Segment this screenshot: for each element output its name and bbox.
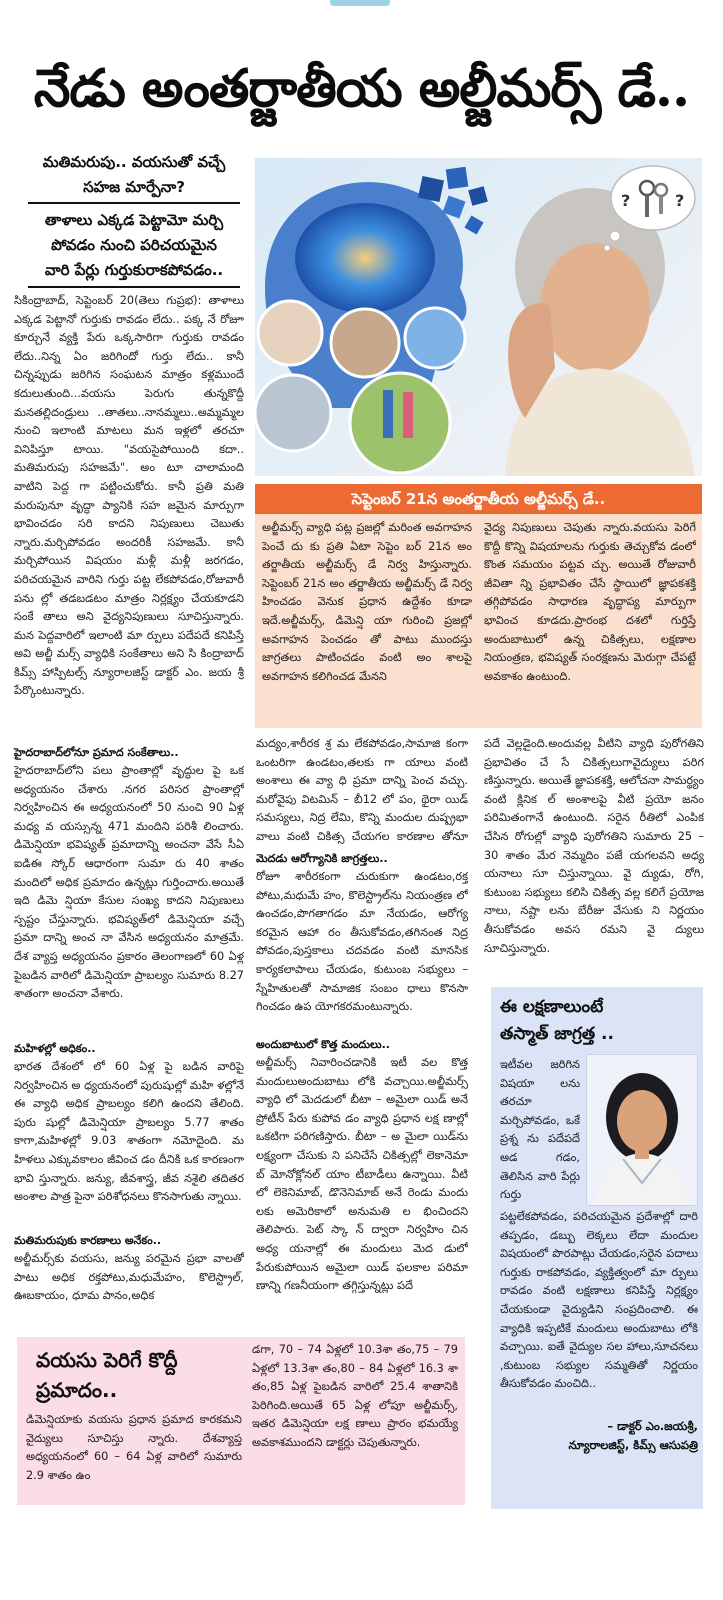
subhead-line: సహజ మార్పేనా? (83, 178, 185, 196)
section-text-brain: రోజూ శారీరకంగా చురుకుగా ఉండటం,రక్త పోటు,మధుమే హం, కొలెస్ట్రాల్‌ను నియంత్రణ లో ఉంచడం,పొగతాగడం మా నేయడం, ఆరోగ్య కరమైన ఆహా రం తీసుకోవడం,తగినంత నిద్ర పోవడం,పుస్తకాలు చదవడం వంటి మానసిక కార్యకలాపాలు చేయడం, కుటుంబ సభ్యులు – స్నేహితులతో సామాజిక సంబం ధాలు కొనసా గించడం ఉప యోగకరమంటున్నారు. (256, 870, 468, 1014)
section-head-women: మహిళల్లో అధికం.. (14, 1042, 96, 1055)
age-risk-heading-line: ప్రమాదం.. (36, 1378, 118, 1402)
top-accent-bar (330, 0, 390, 6)
subhead-line: పోవడం నుంచి పరిచయమైన (51, 236, 217, 254)
doctor-signature (500, 1417, 698, 1455)
symptoms-heading-line: తస్మాత్ జాగ్రత్త .. (500, 1024, 614, 1044)
left-column-intro: సికింద్రాబాద్, సెప్టెంబర్ 20(తెలు గుప్రభ): తాళాలు ఎక్కడ పెట్టానో గుర్తుకు రావడం లేదు.. పక్క నే రోజూ కూర్చునే వ్యక్తి పేరు ఒక్కసారిగా గుర్తుకు రావడం లేదు..నిన్న ఏం జరిగిందో గుర్తు లేదు.. కానీ చిన్నప్పుడు జరిగిన సంఘటన మాత్రం కళ్లముందే కదులుతుంది...వయసు పెరుగు తున్నకొద్దీ మనతల్లిదండ్రులు ..తాతలు..నానమ్మలు..అమ్మమ్మల నుంచి ఇలాంటి మాటలు మన ఇళ్లలో తరచూ వినిపిస్తూ టాయి. "వయసైపోయింది కదా.. మతిమరుపు సహజమే". అం టూ చాలామంది వాటిని పెద్ద గా పట్టించుకోరు. కానీ ప్రతి మతి మరుపునూ వృద్ధా ప్యానికి సహ జమైన మార్పుగా భావించడం సరి కాదని నిపుణులు చెబుతు న్నారు.మర్చిపోవడం అందరికీ సహజమే. కానీ మర్చిపోయిన విషయం మళ్లీ మళ్లీ జరగడం, పరిచయమైన వారిని గుర్తు పట్ట లేకపోవడం,రోజువారీ పను ల్లో తడబడటం మాత్రం నిర్లక్ష్యం చేయకూడని సంకే తాలు అని వైద్యనిపుణులు సూచిస్తున్నారు. మన పెద్దవారిలో ఇలాంటి మా ర్పులు పదేపదే కనిపిస్తే అవి అల్జీ మర్స్ వ్యాధికి సంకేతాలు అని సి కింద్రాబాద్ కిమ్స్ హాస్పిటల్స్ న్యూరాలజిస్ట్ డాక్టర్ ఎం. జయ శ్రీ పేర్కొంటున్నారు. (14, 294, 244, 698)
doctor-portrait-svg (587, 1055, 697, 1205)
symptoms-heading (500, 994, 700, 1048)
section-text-hyderabad: హైదరాబాద్‌లోని పలు ప్రాంతాల్లో వృద్ధుల పై ఒక అధ్యయనం చేశారు .నగర పరిసర ప్రాంతాల్లో నిర్వహించిన ఈ అధ్యయనంలో 50 నుంచి 90 ఏళ్ల మధ్య వ యస్సున్న 471 మందిని పరిశీ లించారు. డిమెన్షియా భవిష్యత్ ప్రమాదాన్ని అంచనా వేసే సీఏ ఐడిఈ స్కోర్ ఆధారంగా సుమా రు 40 శాతం మందిలో అధిక ప్రమాదం ఉన్నట్లు గుర్తించారు.అయితే ఇది డిమె న్షియా కేసుల సంఖ్య కాదని నిపుణులు స్పష్టం చేస్తున్నారు. భవిష్యత్‌లో డిమెన్షియా వచ్చే ప్రమా దాన్ని అంచ నా వేసిన అధ్యయనం మాత్రమే. దేశ వ్యాప్త అధ్యయనం ప్రకారం తెలంగాణలో 60 ఏళ్ల పైబడిన వారిలో డిమెన్షియా ప్రాబల్యం సుమారు 8.27 శాతంగా అంచనా వేశారు. (14, 764, 244, 1001)
symptoms-text-narrow: ఇటీవల జరిగిన విషయా లను తరచూ మర్చిపోవడం, ఒకే ప్రశ్న ను పదేపదే అడ గడం, తెలిసిన వారి పేర్లు గుర్తు (500, 1058, 580, 1202)
subhead-line: తాళాలు ఎక్కడ పెట్టామో మర్చి (44, 211, 224, 229)
left-subhead-1 (28, 150, 240, 200)
age-risk-column-1: డిమెన్షియాకు వయసు ప్రధాన ప్రమాద కారకమని వైద్యులు సూచిస్తు న్నారు. దేశవ్యాప్త అధ్యయనంలో 60 – 64 ఏళ్ల వారిలో సుమారు 2.9 శాతం ఉం (26, 1413, 242, 1482)
middle-column-causes: మద్యం,శారీరక శ్ర మ లేకపోవడం,సామాజి కంగా ఒంటరిగా ఉండటం,తలకు గా యాలు వంటి అంశాలు ఈ వ్యా ధి ప్రమా దాన్ని పెంచ వచ్చు. మరోవైపు విటమిన్ – బీ12 లో పం, థైరా యిడ్ సమస్యలు, నిద్ర లేమి, కొన్ని మందుల దుష్ప్రభా వాలు వంటి చికిత్స చేయగల కారణాల తోనూ (256, 737, 468, 843)
brain-puzzle-illustration (255, 158, 702, 476)
signature-line: – డాక్టర్ ఎం.జయశ్రీ, (607, 1419, 698, 1433)
right-column-treatment: పదే వెల్లడైంది.అందువల్ల వీటిని వ్యాధి పురోగతిని ప్రభావితం చే సే చికిత్సలుగావైద్యులు పరిగ ణిస్తున్నారు. అయితే జ్ఞాపకశక్తి, ఆలోచనా సామర్థ్యం వంటి క్లినిక ల్ అంశాలపై వీటి ప్రయో జనం పరిమితంగానే ఉంటుంది. సరైన రీతిలో ఎంపిక చేసిన రోగుల్లో వ్యాధి పురోగతిని సుమారు 25 – 30 శాతం మేర నెమ్మదిం పజే యగలవని అధ్య యనాలు సూ చిస్తున్నాయి. వై ద్యుడు, రోగి, కుటుంబ సభ్యులు కలిసి చికిత్స వల్ల కలిగే ప్రయోజ నాలు, నష్టా లను బేరీజు వేసుకు ని నిర్ణయం తీసుకోవడం అవస రమని వై ద్యులు సూచిస్తున్నారు. (484, 737, 704, 955)
section-text-medicine: అల్జీమర్స్ నివారించడానికి ఇటీ వల కొత్త మందులుఅందుబాటు లోకి వచ్చాయి.అల్జీమర్స్ వ్యాధి లో మెదడులో బీటా – అమైలా యిడ్ అనే ప్రోటీన్ పేరు కుపోవ డం వ్యాధి ప్రధాన లక్ష ణాల్లో ఒకటిగా పరిగణిస్తారు. బీటా – అ మైలా యిడ్‌ను లక్ష్యంగా చేసుకు ని పనిచేసే చికిత్సల్లో లెకానెమా బ్ మోనోక్లోనల్ యాం టీబాడీలు ఉన్నాయి. వీటి లో లెకెనిమాబ్, డొనెనిమాబ్ అనే రెండు మందు లకు అమెరికాలో అనుమతి ల భించిందని తెలిపారు. పెట్ స్కా న్ ద్వారా నిర్వహిం చిన అధ్య యనాల్లో ఈ మందులు మెద డులో పేరుకుపోయిన అమైలా యిడ్ ఫలకాల పరిమా ణాన్ని గణనీయంగా తగ్గిస్తున్నట్లు పదే (256, 1056, 468, 1293)
doctor-portrait (586, 1054, 698, 1206)
left-subhead-2 (28, 208, 240, 283)
subhead-line: మతిమరుపు.. వయసుతో వచ్చే (42, 153, 226, 171)
age-risk-column-2: డగా, 70 – 74 ఏళ్లలో 10.3శా తం,75 – 79 ఏళ్లలో 13.3శా తం,80 – 84 ఏళ్లలో 16.3 శా తం,85 ఏళ్ల పైబడిన వారిలో 25.4 శాతానికి పెరిగింది.అయితే 65 ఏళ్ల లోపూ అల్జీమర్స్, ఇతర డిమెన్షియా లక్ష ణాలు ప్రారం భమయ్యే అవకాశముందని డాక్టర్లు చెపుతున్నారు. (252, 1343, 458, 1449)
svg-text:?: ? (675, 191, 685, 210)
illustration-svg (255, 158, 702, 476)
section-head-hyderabad: హైదరాబాద్‌లోనూ ప్రమాద సంకేతాలు.. (14, 746, 179, 759)
svg-text:?: ? (621, 191, 631, 210)
section-text-causes: అల్జీమర్స్‌కు వయసు, జన్యు పరమైన ప్రభా వాలతో పాటు అధిక రక్తపోటు,మధుమేహం, కొలెస్ట్రాల్, ఊబకాయం, ధూమ పానం,అధిక (14, 1252, 244, 1303)
section-text-women: భారత దేశంలో లో 60 ఏళ్ల పై బడిన వారిపై నిర్వహించిన అ ధ్యయనంలో పురుషుల్లో మహి ళల్లోనే ఈ వ్యాధి అధిక ప్రాబల్యం కలిగి ఉందని తేలింది. పురు షుల్లో డిమెన్షియా ప్రాబల్యం 5.77 శాతం కాగా,మహిళల్లో 9.03 శాతంగా నమోదైంది. మ హిళలు ఎక్కువకాలం జీవించ డం దీనికి ఒక కారణంగా భావి స్తున్నారు. జన్యు, జీవశాస్త్ర, జీవ నశైలి తదితర అంశాల పాత్ర పైనా పరిశోధనలు కొనసాగుతు న్నాయి. (14, 1060, 244, 1204)
divider (28, 286, 240, 288)
section-head-causes: మతిమరుపుకు కారణాలు అనేకం.. (14, 1234, 162, 1247)
peach-column-2: వైద్య నిపుణులు చెపుతు న్నారు.వయసు పెరిగే కొద్దీ కొన్ని విషయాలను గుర్తుకు తెచ్చుకోవ డంలో కొంత సమయం పట్టవ చ్చు. అయితే రోజువారీ జీవితా న్ని ప్రభావితం చేసే స్థాయిలో జ్ఞాపకశక్తి తగ్గిపోవడం సాధారణ వృద్ధాప్య మార్పుగా భావించ కూడదు.ప్రారంభ దశలో గుర్తిస్తే అందుబాటులో ఉన్న చికిత్సలు, లక్షణాల నియంత్రణ, భవిష్యత్ సంరక్షణను మెరుగ్గా చేపట్టే అవకాశం ఉంటుంది. (484, 521, 696, 683)
symptoms-text-wide: పట్టలేకపోవడం, పరిచయమైన ప్రదేశాల్లో దారి తప్పడం, డబ్బు లెక్కలు లేదా మందుల విషయంలో పొరపాట్లు చేయడం,సరైన పదాలు గుర్తుకు రాకపోవడం, వ్యక్తిత్వంలో మా ర్పులు రావడం వంటి లక్షణాలు కనిపిస్తే నిర్లక్ష్యం చేయకుండా వైద్యుడిని సంప్రదించాలి. ఈ వ్యాధికి ఇప్పటికే మందులు అందుబాటు లోకి వచ్చాయి. ఐతే వైద్యుల సల హాలు,సూచనలు ,కుటుంబ సభ్యుల సమ్మతితో నిర్ణయం తీసుకోవడం మంచిది.. (500, 1210, 698, 1391)
subhead-line: వారి పేర్లు గుర్తుకురాకపోవడం.. (44, 261, 224, 279)
peach-column-1: అల్జీమర్స్ వ్యాధి పట్ల ప్రజల్లో మరింత అవగాహన పెంచే దు కు ప్రతి ఏటా సెప్టెం బర్ 21న అం తర్జాతీయ అల్జీమర్స్ డే నిర్వ హిస్తున్నారు. సెప్టెంబర్ 21న అం తర్జాతీయ అల్జీమర్స్ డే నిర్వ హించడం వెనుక ప్రధాన ఉద్దేశం కూడా ఇదే.అల్జీమర్స్, డిమెన్షి యా గురించి ప్రజల్లో అవగాహన పెంచడం తో పాటు ముందస్తు జాగ్రతలు పాటించడం వంటి అం శాలపై అవగాహన కలిగించడ మేనని (262, 521, 472, 683)
section-head-medicine: అందుబాటులో కొత్త మందులు.. (256, 1038, 390, 1051)
symptoms-heading-line: ఈ లక్షణాలుంటే (500, 997, 604, 1017)
signature-line: న్యూరాలజిస్ట్, కిమ్స్ ఆసుపత్రి (568, 1438, 698, 1452)
age-risk-heading-line: వయసు పెరిగే కొద్దీ (36, 1348, 178, 1372)
section-head-brain: మెదడు ఆరోగ్యానికి జాగ్రత్తలు.. (256, 852, 388, 865)
divider (28, 202, 240, 204)
age-risk-heading (36, 1345, 236, 1405)
page-headline: నేడు అంతర్జాతీయ అల్జీమర్స్ డే.. (33, 58, 690, 119)
orange-banner: సెప్టెంబర్ 21న అంతర్జాతీయ అల్జీమర్స్ డే.. (255, 484, 702, 514)
